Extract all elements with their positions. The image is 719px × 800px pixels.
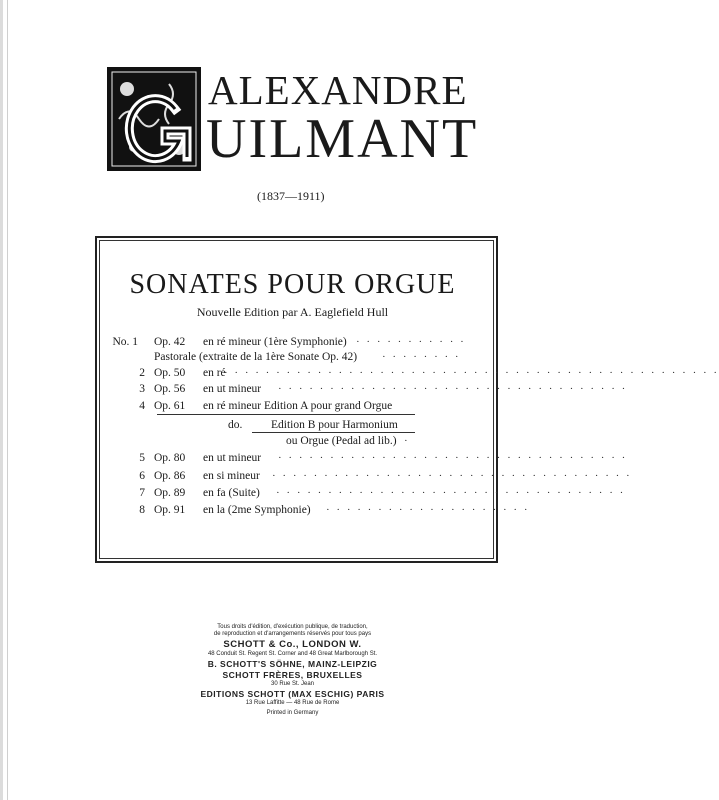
dot-leader: · · · · · · · · · · · · · · · · · · · · · · · · · · · · · · · · · ·: [278, 452, 628, 464]
catalog-description: en si mineur: [203, 470, 260, 482]
dot-leader: · · · · · · · · · · ·: [356, 336, 466, 348]
dot-leader: ·: [404, 435, 410, 447]
publisher-bruxelles: SCHOTT FRÈRES, BRUXELLES: [222, 670, 363, 680]
catalog-opus: Op. 80: [154, 452, 186, 464]
catalog-description: Edition B pour Harmonium: [271, 419, 398, 431]
rule-line: [252, 432, 415, 433]
dot-leader: · · · · · · · ·: [382, 351, 461, 363]
work-subtitle: Nouvelle Edition par A. Eaglefield Hull: [196, 305, 389, 319]
catalog-number: 3: [139, 383, 145, 395]
catalog-description: Pastorale (extraite de la 1ère Sonate Op. 42): [154, 351, 358, 363]
catalog-description: en ré: [203, 367, 226, 379]
publisher-bruxelles-address: 30 Rue St. Jean: [270, 681, 315, 687]
ornamental-initial-g: [107, 67, 201, 171]
composer-name-line1: ALEXANDRE: [208, 67, 468, 113]
composer-dates: (1837—1911): [257, 189, 325, 203]
publisher-mainz: B. SCHOTT'S SÖHNE, MAINZ-LEIPZIG: [207, 659, 378, 669]
rule-line: [157, 414, 415, 415]
catalog-number: 2: [139, 367, 145, 379]
catalog-number: No. 1: [112, 336, 138, 348]
dot-leader: · · · · · · · · · · · · · · · · · · · ·: [326, 504, 530, 516]
catalog-opus: Op. 42: [154, 336, 186, 348]
catalog-description: en ut mineur: [203, 452, 262, 464]
rights-notice-2: de reproduction et d'arrangements réservés pour tous pays: [213, 631, 372, 637]
publisher-paris-address: 13 Rue Laffitte — 48 Rue de Rome: [245, 700, 340, 706]
dot-leader: · · · · · · · · · · · · · · · · · · · · · · · · · · · · · · · · · · · · · · · · · · · · · · · ·: [224, 367, 719, 379]
catalog-description: en ut mineur: [203, 383, 262, 395]
catalog-number: 8: [139, 504, 145, 516]
publisher-paris: EDITIONS SCHOTT (MAX ESCHIG) PARIS: [200, 689, 385, 699]
catalog-description: en ré mineur (1ère Symphonie): [203, 336, 347, 348]
publisher-london-address: 48 Conduit St. Regent St. Corner and 48 Great Marlborough St.: [207, 651, 378, 657]
page-edge-shadow: [0, 0, 3, 800]
catalog-description: en fa (Suite): [203, 487, 260, 499]
publisher-london: SCHOTT & Co., LONDON W.: [223, 639, 362, 650]
catalog-opus: Op. 89: [154, 487, 186, 499]
dot-leader: · · · · · · · · · · · · · · · · · · · · · · · · · · · · · · · · · ·: [278, 383, 628, 395]
catalog-number: 5: [139, 452, 145, 464]
catalog-opus: Op. 56: [154, 383, 186, 395]
catalog-number: 7: [139, 487, 145, 499]
catalog-opus: Op. 86: [154, 470, 186, 482]
catalog-opus: do.: [228, 419, 243, 431]
ornament-icon: [109, 69, 199, 169]
catalog-number: 6: [139, 470, 145, 482]
dot-leader: · · · · · · · · · · · · · · · · · · · · · · · · · · · · · · · · · · ·: [272, 470, 632, 482]
page-edge-line: [7, 0, 8, 800]
composer-name-line2: UILMANT: [206, 108, 479, 170]
rights-notice: Tous droits d'édition, d'exécution publique, de traduction,: [217, 624, 368, 630]
catalog-opus: Op. 50: [154, 367, 186, 379]
catalog-description: en ré mineur Edition A pour grand Orgue: [203, 400, 393, 412]
catalog-description: ou Orgue (Pedal ad lib.): [286, 435, 397, 447]
catalog-number: 4: [139, 400, 145, 412]
catalog-opus: Op. 61: [154, 400, 186, 412]
catalog-opus: Op. 91: [154, 504, 186, 516]
catalog-description: en la (2me Symphonie): [203, 504, 311, 516]
dot-leader: · · · · · · · · · · · · · · · · · · · · · · · · · · · · · · · · · ·: [276, 487, 626, 499]
work-title: SONATES POUR ORGUE: [129, 269, 456, 300]
printed-notice: Printed in Germany: [266, 710, 319, 716]
